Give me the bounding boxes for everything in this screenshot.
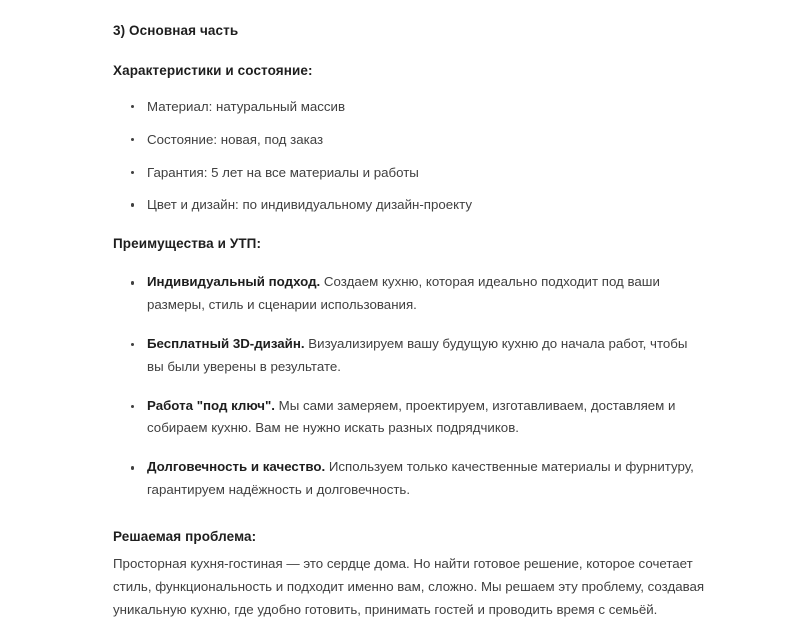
benefit-lead: Работа "под ключ". (147, 397, 275, 413)
specs-heading: Характеристики и состояние: (113, 62, 313, 78)
benefits-heading: Преимущества и УТП: (113, 236, 262, 252)
benefit-text: Создаем кухню, которая идеально подходит под ваши размеры, стиль и сценарии использования. (147, 274, 660, 313)
benefit-lead: Индивидуальный подход. (147, 274, 321, 290)
benefit-lead: Бесплатный 3D-дизайн. (147, 335, 305, 351)
specs-list (113, 98, 705, 216)
list-item (113, 395, 705, 441)
list-item (113, 98, 705, 117)
list-item (113, 456, 705, 502)
specs-item-text: Состояние: новая, под заказ (147, 131, 324, 147)
benefit-text: Мы сами замеряем, проектируем, изготавливаем, доставляем и собираем кухню. Вам не нужно искать разных подрядчиков. (147, 397, 676, 436)
page-title: 3) Основная часть (113, 23, 239, 38)
spacer (113, 502, 705, 528)
list-item (113, 271, 705, 317)
list-item (113, 131, 705, 150)
benefit-text: Используем только качественные материалы и фурнитуру, гарантируем надёжность и долговечность. (147, 459, 694, 498)
spacer (113, 215, 705, 235)
specs-item-text: Цвет и дизайн: по индивидуальному дизайн-проекту (147, 197, 473, 213)
benefits-list (113, 271, 705, 502)
specs-item-text: Гарантия: 5 лет на все материалы и работы (147, 164, 419, 180)
specs-item-text: Материал: натуральный массив (147, 98, 346, 114)
benefit-text: Визуализируем вашу будущую кухню до начала работ, чтобы вы были уверены в результате. (147, 335, 688, 374)
problem-body-text: Просторная кухня-гостиная — это сердце дома. Но найти готовое решение, которое сочетает стиль, функциональность и подходит именно вам, сложно. Мы решаем эту проблему, создавая уникальную кухню, где удобно готовить, принимать гостей и проводить время с семьёй. (113, 555, 705, 617)
list-item (113, 164, 705, 183)
problem-heading: Решаемая проблема: (113, 529, 257, 545)
benefit-lead: Долговечность и качество. (147, 459, 326, 475)
list-item (113, 196, 705, 215)
list-item (113, 333, 705, 379)
